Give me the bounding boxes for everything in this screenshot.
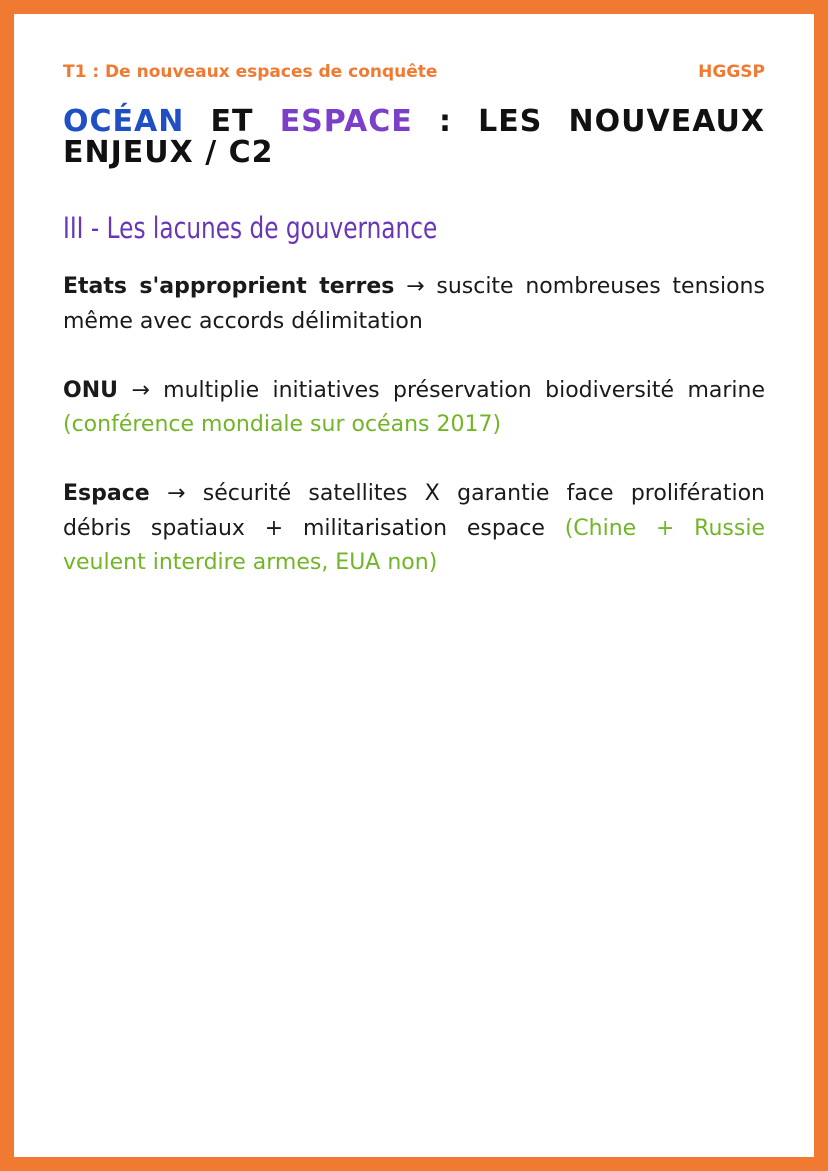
paragraph-keyword: Etats s'approprient terres — [63, 274, 395, 299]
title-rest: : LES NOUVEAUX ENJEUX / C2 — [63, 104, 765, 170]
paragraph-espace — [63, 477, 765, 581]
title-ocean: OCÉAN — [63, 104, 185, 139]
section-title: III - Les lacunes de gouvernance — [63, 211, 438, 245]
paragraph-text: multiplie initiatives préservation biodiversité marine — [163, 377, 765, 403]
page-header — [63, 60, 765, 84]
arrow-icon: → — [406, 274, 425, 299]
paragraph-onu — [63, 374, 765, 443]
arrow-icon: → — [167, 481, 186, 506]
paragraph-note: (conférence mondiale sur océans 2017) — [63, 412, 502, 437]
paragraph-keyword: ONU — [63, 377, 118, 403]
theme-label: T1 : De nouveaux espaces de conquête — [63, 62, 438, 82]
title-et: ET — [210, 104, 254, 139]
paragraph-text: suscite nombreuses tensions même avec accords délimitation — [63, 274, 765, 334]
title-espace: ESPACE — [279, 104, 413, 139]
page-title — [63, 106, 765, 168]
arrow-icon: → — [131, 377, 150, 403]
paragraph-keyword: Espace — [63, 481, 150, 506]
body-text — [63, 270, 765, 581]
subject-label: HGGSP — [698, 62, 765, 82]
paragraph-text: sécurité satellites X garantie face prolifération débris spatiaux + militarisation espace — [63, 481, 765, 541]
paragraph-etats — [63, 270, 765, 339]
paragraph-note: (Chine + Russie veulent interdire armes, EUA non) — [63, 515, 765, 575]
